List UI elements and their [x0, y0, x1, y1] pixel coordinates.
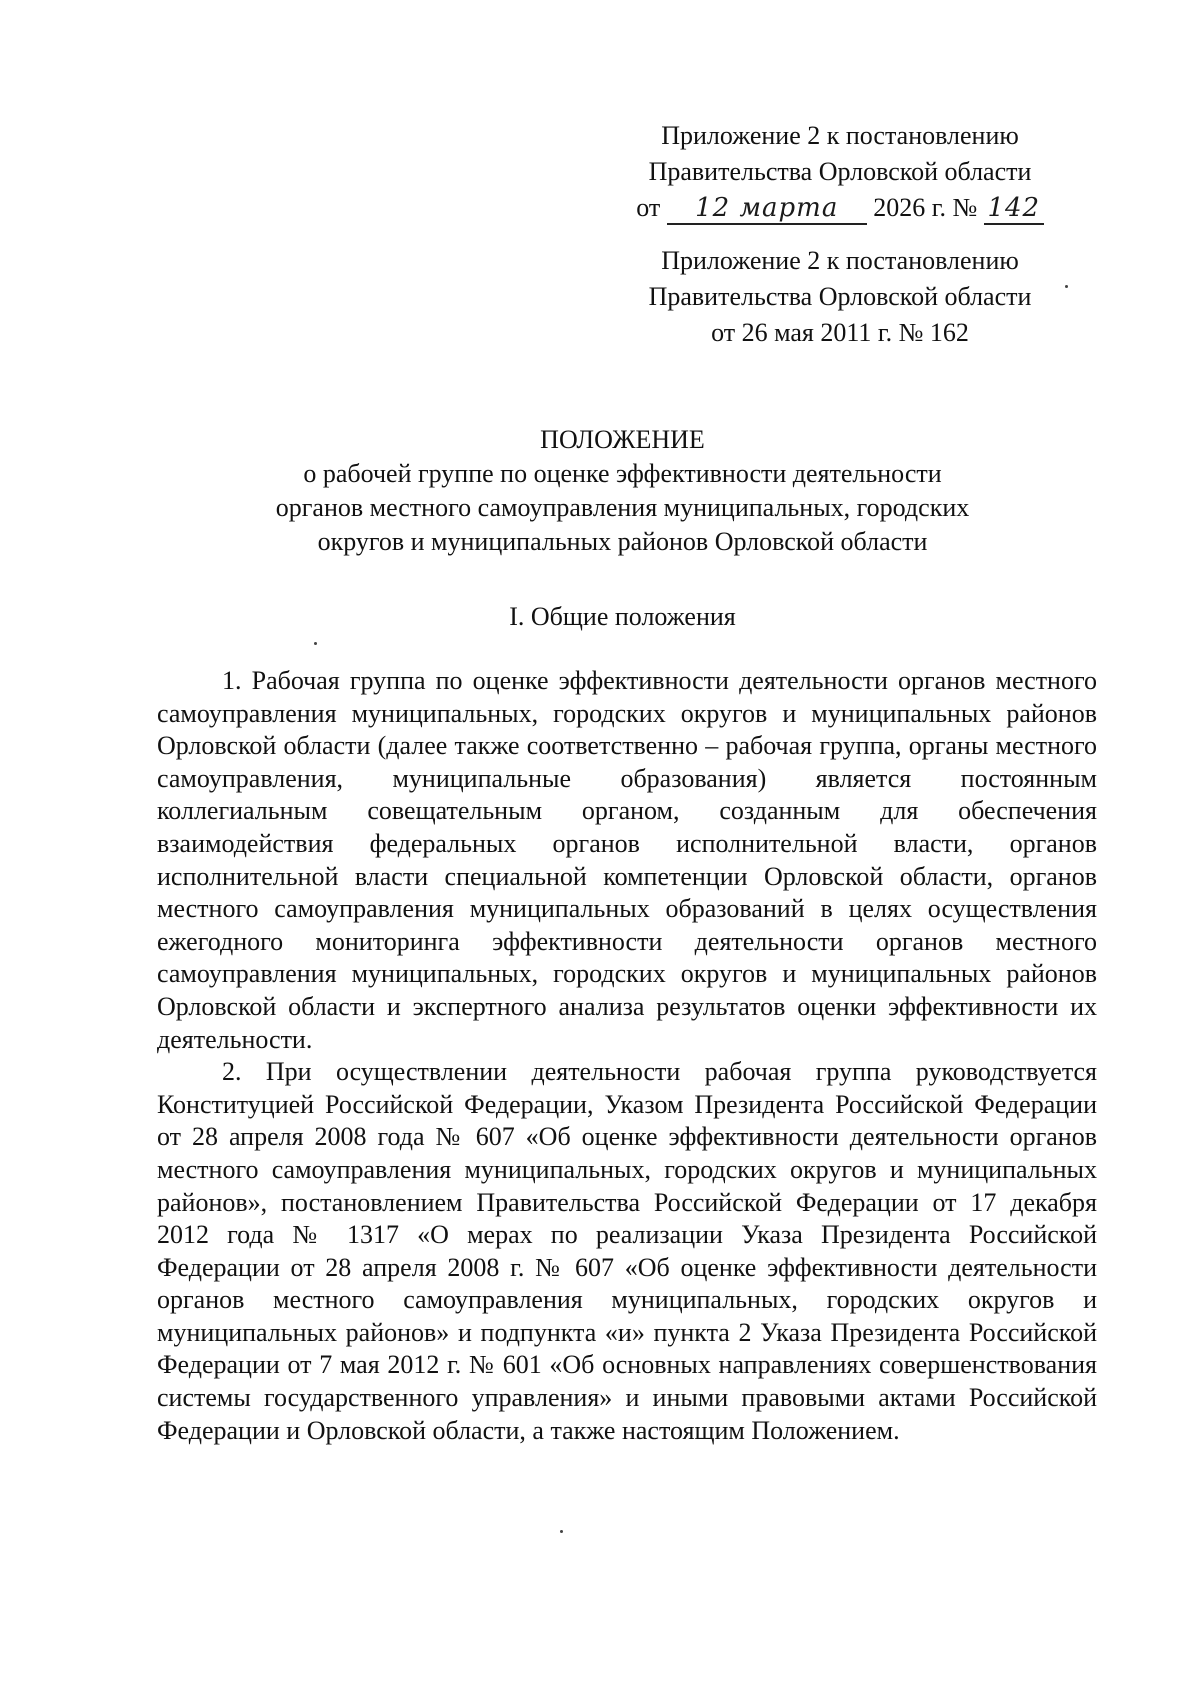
document-title [150, 423, 1095, 559]
date-year: 2026 г. № [873, 193, 978, 222]
scan-speck [560, 1530, 563, 1533]
paragraph-2: 2. При осуществлении деятельности рабочая группа руководствуется Конституцией Российской Федерации, Указом Президента Российской Федерации от 28 апреля 2008 года № 607 «Об оценке эффективности деятельности органов местного самоуправления муниципальных, городских округов и муниципальных районов», постановлением Правительства Российской Федерации от 17 декабря 2012 года № 1317 «О мерах по реализации Указа Президента Российской Федерации от 28 апреля 2008 г. № 607 «Об оценке эффективности деятельности органов местного самоуправления муниципальных, городских округов и муниципальных районов» и подпункта «и» пункта 2 Указа Президента Российской Федерации от 7 мая 2012 г. № 601 «Об основных направлениях совершенствования системы государственного управления» и иными правовыми актами Российской Федерации и Орловской области, а также настоящим Положением. [157, 1057, 1097, 1445]
amendment-date-line [560, 190, 1120, 226]
date-prefix: от [636, 193, 661, 222]
paragraph-1: 1. Рабочая группа по оценке эффективности деятельности органов местного самоуправления муниципальных, городских округов и муниципальных районов Орловской области (далее также соответственно – рабочая группа, органы местного самоуправления, муниципальные образования) является постоянным коллегиальным совещательным органом, созданным для обеспечения взаимодействия федеральных органов исполнительной власти, органов исполнительной власти специальной компетенции Орловской области, органов местного самоуправления муниципальных образований в целях осуществления ежегодного мониторинга эффективности деятельности органов местного самоуправления муниципальных, городских округов и муниципальных районов Орловской области и экспертного анализа результатов оценки эффективности их деятельности. [157, 666, 1097, 1054]
title-line-2: органов местного самоуправления муниципальных, городских [275, 493, 970, 522]
original-header [560, 243, 1120, 351]
amendment-header-line-1: Приложение 2 к постановлению [661, 121, 1019, 150]
handwritten-number: 142 [984, 193, 1044, 225]
original-header-line-3: от 26 мая 2011 г. № 162 [711, 318, 969, 347]
scan-speck [314, 642, 317, 645]
original-header-line-2: Правительства Орловской области [648, 282, 1032, 311]
original-header-line-1: Приложение 2 к постановлению [661, 246, 1019, 275]
amendment-header [560, 118, 1120, 226]
title-line-3: округов и муниципальных районов Орловской области [317, 527, 928, 556]
document-body [157, 665, 1097, 1447]
title-line-1: о рабочей группе по оценке эффективности деятельности [303, 459, 942, 488]
title-heading: ПОЛОЖЕНИЕ [540, 425, 705, 454]
handwritten-date: 12 марта [667, 193, 867, 225]
scan-speck [1065, 285, 1068, 288]
section-heading: I. Общие положения [509, 602, 736, 631]
amendment-header-line-2: Правительства Орловской области [648, 157, 1032, 186]
